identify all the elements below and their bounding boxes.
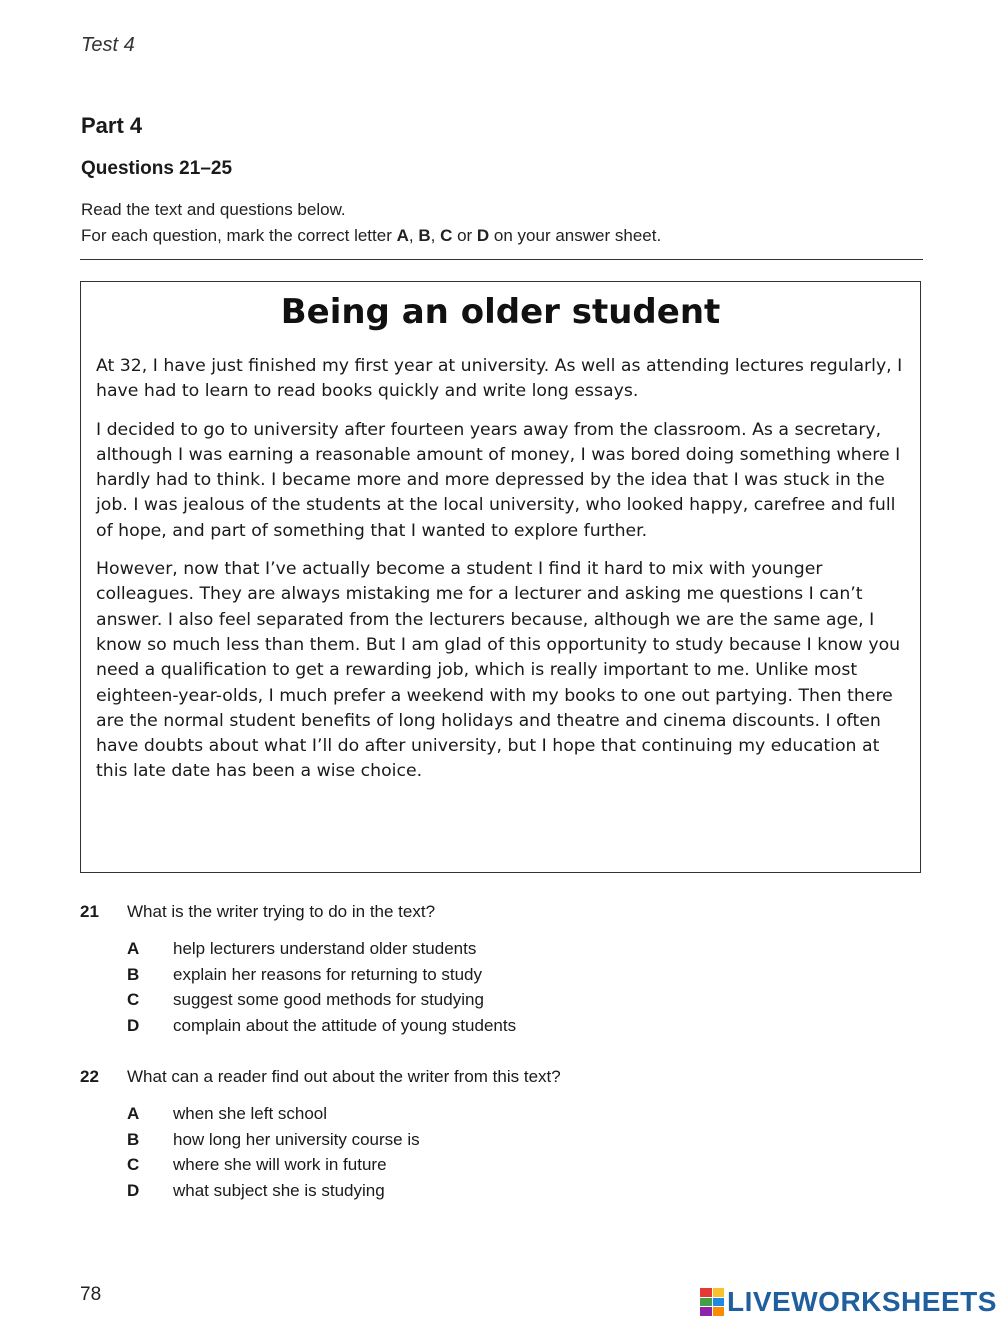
option-letter: C <box>127 990 140 1009</box>
option-letter: D <box>127 1015 140 1035</box>
instruction-line-1: Read the text and questions below. <box>81 200 346 219</box>
option-text: when she left school <box>173 1104 328 1123</box>
brand-name: LIVEWORKSHEETS <box>727 1286 997 1317</box>
question-text: What is the writer trying to do in the text? <box>127 902 436 921</box>
passage-body <box>96 354 911 798</box>
option-text: complain about the attitude of young students <box>173 1015 517 1035</box>
divider <box>80 259 923 260</box>
question-range: Questions 21–25 <box>81 158 233 179</box>
logo-square <box>700 1288 712 1297</box>
instruction-letter-a: A <box>396 226 409 245</box>
instruction-line-2: For each question, mark the correct letter A, B, C or D on your answer sheet. <box>81 226 662 245</box>
option-text: what subject she is studying <box>173 1180 385 1200</box>
passage-title: Being an older student <box>280 292 721 332</box>
passage-paragraph: At 32, I have just finished my first year at university. As well as attending lectures regularly, I have had to learn to read books quickly and write long essays. <box>96 356 903 402</box>
question-text: What can a reader find out about the writer from this text? <box>127 1067 561 1086</box>
passage-paragraph: I decided to go to university after fourteen years away from the classroom. As a secretary, although I was earning a reasonable amount of money, I was bored doing something where I hardly had to think. I became more and more depressed by the idea that I was stuck in the job. I was jealous of the students at the local university, who looked happy, carefree and full of hope, and part of something that I wanted to explore further. <box>96 419 901 541</box>
option-text: how long her university course is <box>173 1129 420 1149</box>
option-text: suggest some good methods for studying <box>173 990 484 1009</box>
liveworksheets-brand[interactable] <box>700 1286 997 1318</box>
logo-square <box>700 1298 712 1307</box>
instruction-letter-d: D <box>476 226 490 245</box>
option-letter: A <box>127 939 140 958</box>
passage-paragraph: However, now that I’ve actually become a student I find it hard to mix with younger colleagues. They are always mistaking me for a lecturer and asking me questions I can’t answer. I also feel separated from the lecturers because, although we are the same age, I know so much less than them. But I am glad of this opportunity to study because I know you need a qualification to get a rewarding job, which is really important to me. Unlike most eighteen-year-olds, I much prefer a weekend with my books to one out partying. Then there are the normal student benefits of long holidays and theatre and cinema discounts. I often have doubts about what I’ll do after university, but I hope that continuing my education at this late date has been a wise choice. <box>96 559 901 782</box>
option-text: where she will work in future <box>173 1155 387 1174</box>
question-number: 21 <box>80 902 99 921</box>
question-number: 22 <box>80 1067 99 1086</box>
option-letter: B <box>127 1129 140 1149</box>
instruction-prefix: For each question, mark the correct letter <box>81 226 397 245</box>
option-letter: B <box>127 964 140 984</box>
liveworksheets-logo-icon <box>700 1288 724 1316</box>
instruction-suffix: on your answer sheet. <box>489 226 662 245</box>
option-letter: A <box>127 1104 140 1123</box>
test-label: Test 4 <box>81 34 135 56</box>
instruction-letter-c: C <box>440 226 453 245</box>
option-letter: D <box>127 1180 140 1200</box>
logo-square <box>713 1298 725 1307</box>
option-text: help lecturers understand older students <box>173 939 477 958</box>
page-number: 78 <box>80 1284 102 1305</box>
part-title: Part 4 <box>81 113 143 138</box>
logo-square <box>713 1307 725 1316</box>
instruction-letter-b: B <box>418 226 431 245</box>
logo-square <box>700 1307 712 1316</box>
option-text: explain her reasons for returning to study <box>173 964 483 984</box>
reading-passage <box>80 281 921 873</box>
logo-square <box>713 1288 725 1297</box>
option-letter: C <box>127 1155 140 1174</box>
